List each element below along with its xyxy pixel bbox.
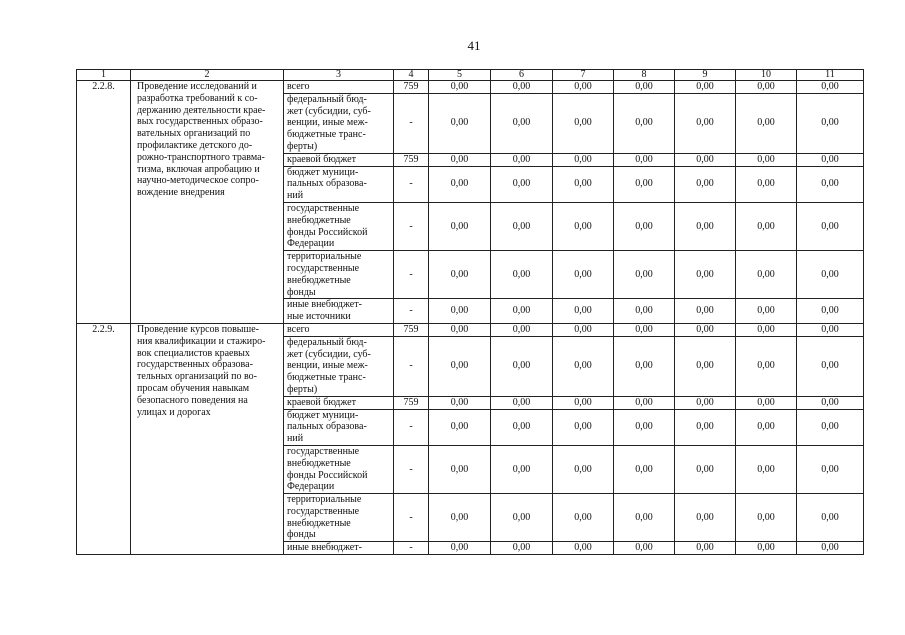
column-4-value: - xyxy=(394,494,429,542)
amount-cell: 0,00 xyxy=(614,445,675,493)
amount-cell: 0,00 xyxy=(614,542,675,555)
amount-cell: 0,00 xyxy=(429,494,491,542)
column-number: 4 xyxy=(394,70,429,81)
funding-source: территориальные государственные внебюджетные фонды xyxy=(284,251,394,299)
amount-cell: 0,00 xyxy=(736,409,797,445)
funding-source: бюджет муници- пальных образова- ний xyxy=(284,166,394,202)
amount-cell: 0,00 xyxy=(675,542,736,555)
amount-cell: 0,00 xyxy=(675,81,736,94)
amount-cell: 0,00 xyxy=(429,336,491,396)
amount-cell: 0,00 xyxy=(675,251,736,299)
amount-cell: 0,00 xyxy=(675,323,736,336)
amount-cell: 0,00 xyxy=(797,166,864,202)
column-4-value: - xyxy=(394,93,429,153)
amount-cell: 0,00 xyxy=(797,409,864,445)
amount-cell: 0,00 xyxy=(491,409,553,445)
amount-cell: 0,00 xyxy=(675,299,736,324)
amount-cell: 0,00 xyxy=(736,542,797,555)
amount-cell: 0,00 xyxy=(797,445,864,493)
column-4-value: 759 xyxy=(394,323,429,336)
section-title: Проведение курсов повыше- ния квалификации и стажиро- вок специалистов краевых государственных образова- тельных организаций по во- просам обучения навыкам безопасного поведения на улицах и дорогах xyxy=(131,323,284,554)
amount-cell: 0,00 xyxy=(553,93,614,153)
column-number: 6 xyxy=(491,70,553,81)
amount-cell: 0,00 xyxy=(614,93,675,153)
amount-cell: 0,00 xyxy=(491,166,553,202)
amount-cell: 0,00 xyxy=(491,396,553,409)
amount-cell: 0,00 xyxy=(614,396,675,409)
column-number: 8 xyxy=(614,70,675,81)
funding-source: всего xyxy=(284,81,394,94)
column-4-value: - xyxy=(394,202,429,250)
amount-cell: 0,00 xyxy=(797,251,864,299)
funding-source: государственные внебюджетные фонды Российской Федерации xyxy=(284,445,394,493)
column-number: 1 xyxy=(77,70,131,81)
amount-cell: 0,00 xyxy=(553,202,614,250)
amount-cell: 0,00 xyxy=(797,494,864,542)
amount-cell: 0,00 xyxy=(553,166,614,202)
amount-cell: 0,00 xyxy=(553,396,614,409)
amount-cell: 0,00 xyxy=(553,323,614,336)
amount-cell: 0,00 xyxy=(429,542,491,555)
amount-cell: 0,00 xyxy=(429,323,491,336)
budget-table xyxy=(76,69,864,555)
amount-cell: 0,00 xyxy=(736,299,797,324)
amount-cell: 0,00 xyxy=(736,494,797,542)
amount-cell: 0,00 xyxy=(736,445,797,493)
funding-source: государственные внебюджетные фонды Российской Федерации xyxy=(284,202,394,250)
amount-cell: 0,00 xyxy=(675,336,736,396)
amount-cell: 0,00 xyxy=(429,251,491,299)
column-number: 5 xyxy=(429,70,491,81)
table-row xyxy=(77,81,864,94)
amount-cell: 0,00 xyxy=(797,299,864,324)
column-4-value: - xyxy=(394,166,429,202)
amount-cell: 0,00 xyxy=(614,494,675,542)
amount-cell: 0,00 xyxy=(797,396,864,409)
amount-cell: 0,00 xyxy=(797,542,864,555)
funding-source: бюджет муници- пальных образова- ний xyxy=(284,409,394,445)
funding-source: всего xyxy=(284,323,394,336)
amount-cell: 0,00 xyxy=(429,81,491,94)
amount-cell: 0,00 xyxy=(429,409,491,445)
amount-cell: 0,00 xyxy=(429,166,491,202)
amount-cell: 0,00 xyxy=(675,396,736,409)
column-number: 7 xyxy=(553,70,614,81)
column-4-value: - xyxy=(394,299,429,324)
column-header-row xyxy=(77,70,864,81)
amount-cell: 0,00 xyxy=(553,299,614,324)
column-4-value: - xyxy=(394,445,429,493)
amount-cell: 0,00 xyxy=(675,445,736,493)
amount-cell: 0,00 xyxy=(491,81,553,94)
amount-cell: 0,00 xyxy=(736,323,797,336)
amount-cell: 0,00 xyxy=(614,202,675,250)
funding-source: краевой бюджет xyxy=(284,153,394,166)
funding-source: федеральный бюд- жет (субсидии, суб- венции, иные меж- бюджетные транс- ферты) xyxy=(284,336,394,396)
column-number: 9 xyxy=(675,70,736,81)
column-4-value: - xyxy=(394,336,429,396)
amount-cell: 0,00 xyxy=(736,153,797,166)
column-number: 10 xyxy=(736,70,797,81)
amount-cell: 0,00 xyxy=(429,153,491,166)
table-body xyxy=(77,70,864,555)
amount-cell: 0,00 xyxy=(614,81,675,94)
column-4-value: - xyxy=(394,251,429,299)
column-4-value: - xyxy=(394,409,429,445)
amount-cell: 0,00 xyxy=(736,202,797,250)
amount-cell: 0,00 xyxy=(675,153,736,166)
column-4-value: 759 xyxy=(394,396,429,409)
funding-source: федеральный бюд- жет (субсидии, суб- венции, иные меж- бюджетные транс- ферты) xyxy=(284,93,394,153)
amount-cell: 0,00 xyxy=(614,166,675,202)
amount-cell: 0,00 xyxy=(614,299,675,324)
amount-cell: 0,00 xyxy=(797,153,864,166)
amount-cell: 0,00 xyxy=(736,251,797,299)
amount-cell: 0,00 xyxy=(491,93,553,153)
page-number: 41 xyxy=(467,38,481,53)
amount-cell: 0,00 xyxy=(491,494,553,542)
amount-cell: 0,00 xyxy=(736,336,797,396)
amount-cell: 0,00 xyxy=(491,336,553,396)
amount-cell: 0,00 xyxy=(491,542,553,555)
amount-cell: 0,00 xyxy=(736,166,797,202)
amount-cell: 0,00 xyxy=(491,323,553,336)
amount-cell: 0,00 xyxy=(553,494,614,542)
amount-cell: 0,00 xyxy=(553,251,614,299)
amount-cell: 0,00 xyxy=(491,202,553,250)
amount-cell: 0,00 xyxy=(429,202,491,250)
amount-cell: 0,00 xyxy=(736,81,797,94)
amount-cell: 0,00 xyxy=(553,445,614,493)
amount-cell: 0,00 xyxy=(675,409,736,445)
column-number: 3 xyxy=(284,70,394,81)
section-title: Проведение исследований и разработка требований к со- держанию деятельности крае- вых государственных образо- вательных организаций по профилактике детского до- рожно-транспортного травма- тизма, включая апробацию и научно-методическое сопро- вождение внедрения xyxy=(131,81,284,324)
amount-cell: 0,00 xyxy=(491,153,553,166)
column-number: 2 xyxy=(131,70,284,81)
amount-cell: 0,00 xyxy=(553,336,614,396)
amount-cell: 0,00 xyxy=(553,542,614,555)
column-4-value: - xyxy=(394,542,429,555)
amount-cell: 0,00 xyxy=(553,409,614,445)
column-number: 11 xyxy=(797,70,864,81)
amount-cell: 0,00 xyxy=(429,396,491,409)
amount-cell: 0,00 xyxy=(675,166,736,202)
amount-cell: 0,00 xyxy=(429,93,491,153)
amount-cell: 0,00 xyxy=(614,323,675,336)
funding-source: иные внебюджет- xyxy=(284,542,394,555)
amount-cell: 0,00 xyxy=(797,323,864,336)
table-row xyxy=(77,323,864,336)
amount-cell: 0,00 xyxy=(797,336,864,396)
funding-source: территориальные государственные внебюджетные фонды xyxy=(284,494,394,542)
amount-cell: 0,00 xyxy=(614,251,675,299)
amount-cell: 0,00 xyxy=(491,445,553,493)
amount-cell: 0,00 xyxy=(429,445,491,493)
amount-cell: 0,00 xyxy=(553,153,614,166)
funding-source: краевой бюджет xyxy=(284,396,394,409)
amount-cell: 0,00 xyxy=(429,299,491,324)
amount-cell: 0,00 xyxy=(491,251,553,299)
column-4-value: 759 xyxy=(394,81,429,94)
amount-cell: 0,00 xyxy=(614,336,675,396)
amount-cell: 0,00 xyxy=(736,396,797,409)
amount-cell: 0,00 xyxy=(675,494,736,542)
amount-cell: 0,00 xyxy=(675,202,736,250)
section-code: 2.2.8. xyxy=(77,81,131,324)
amount-cell: 0,00 xyxy=(797,93,864,153)
amount-cell: 0,00 xyxy=(491,299,553,324)
funding-source: иные внебюджет- ные источники xyxy=(284,299,394,324)
amount-cell: 0,00 xyxy=(553,81,614,94)
column-4-value: 759 xyxy=(394,153,429,166)
amount-cell: 0,00 xyxy=(614,153,675,166)
amount-cell: 0,00 xyxy=(797,202,864,250)
amount-cell: 0,00 xyxy=(675,93,736,153)
amount-cell: 0,00 xyxy=(797,81,864,94)
section-code: 2.2.9. xyxy=(77,323,131,554)
amount-cell: 0,00 xyxy=(614,409,675,445)
amount-cell: 0,00 xyxy=(736,93,797,153)
